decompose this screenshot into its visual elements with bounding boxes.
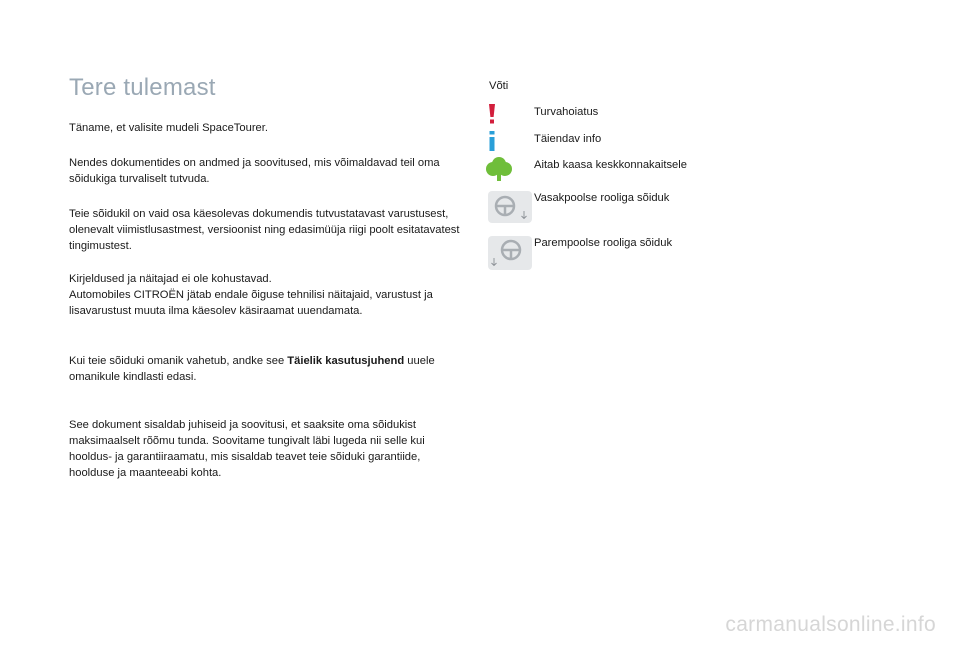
- disclaimer-line-2: Automobiles CITROËN jätab endale õiguse tehnilisi näitajaid, varustust ja lisavarustust muuta ilma käesolev käsiraamat uuendamata.: [69, 289, 433, 317]
- key-label-left-hand-drive: Vasakpoolse rooliga sõiduk: [534, 192, 670, 204]
- steering-wheel-right-icon: [488, 236, 532, 270]
- key-label-right-hand-drive: Parempoolse rooliga sõiduk: [534, 237, 673, 249]
- steering-wheel-left-icon: [488, 191, 532, 223]
- recommendation-paragraph: See dokument sisaldab juhiseid ja soovitusi, et saaksite oma sõidukist maksimaalselt rõõmu tunda. Soovitame tungivalt läbi lugeda nii selle kui hooldus- ja garantiiraamatu, mis sisaldab teavet teie sõiduki garantiide, hoolduse ja maanteeabi kohta.: [69, 419, 425, 479]
- key-label-safety-warning: Turvahoiatus: [534, 106, 599, 118]
- equipment-paragraph: Teie sõidukil on vaid osa käesolevas dokumendis tutvustatavast varustusest, olenevalt viimistlusastmest, versioonist ning edasimüüja riigi poolt esitatavatest tingimustest.: [69, 208, 460, 252]
- tree-icon: [485, 155, 513, 183]
- documents-paragraph: Nendes dokumentides on andmed ja soovitused, mis võimaldavad teil oma sõidukiga turvaliselt tutvuda.: [69, 157, 440, 185]
- warning-exclamation-icon: [486, 103, 498, 125]
- owner-change-text-pre: Kui teie sõiduki omanik vahetub, andke see: [69, 355, 288, 367]
- owner-change-paragraph: [69, 353, 464, 385]
- owner-change-manual-name: Täielik kasutusjuhend: [287, 355, 405, 367]
- info-icon: [486, 130, 498, 152]
- owner-change-text-post: uuele omanikule kindlasti edasi.: [69, 355, 435, 383]
- key-label-environment: Aitab kaasa keskkonnakaitsele: [534, 159, 687, 171]
- watermark: carmanualsonline.info: [725, 613, 936, 636]
- key-label-additional-info: Täiendav info: [534, 133, 602, 145]
- disclaimer-line-1: Kirjeldused ja näitajad ei ole kohustavad.: [69, 273, 272, 285]
- disclaimer-paragraph: [69, 271, 464, 319]
- intro-paragraph: Täname, et valisite mudeli SpaceTourer.: [69, 122, 268, 134]
- key-title: Võti: [489, 80, 509, 92]
- page-title: Tere tulemast: [69, 74, 216, 101]
